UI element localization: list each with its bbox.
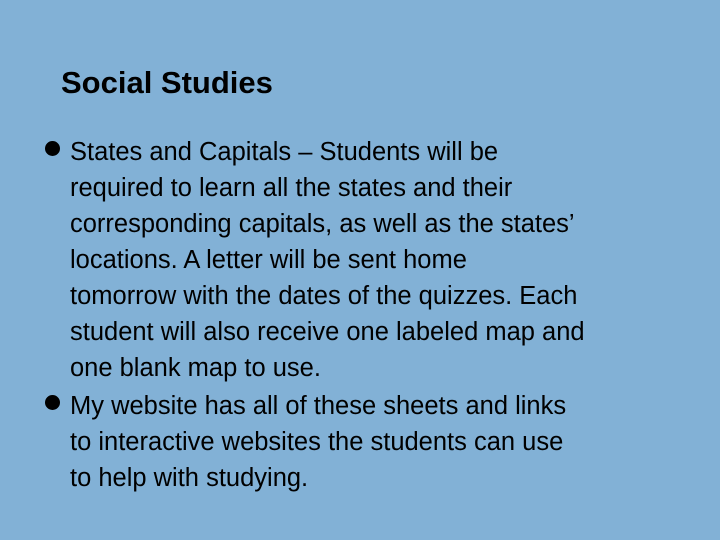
- bullet-line: student will also receive one labeled map and: [70, 318, 585, 346]
- bullet-line: required to learn all the states and their: [70, 174, 513, 202]
- bullet-line: to interactive websites the students can use: [70, 428, 564, 456]
- slide-title: Social Studies: [61, 65, 273, 100]
- bullet-dot-icon: [45, 395, 60, 410]
- bullet-line: locations. A letter will be sent home: [70, 246, 467, 274]
- bullet-dot-icon: [45, 141, 60, 156]
- bullet-line: States and Capitals – Students will be: [70, 138, 499, 166]
- bullet-line: corresponding capitals, as well as the states’: [70, 210, 575, 238]
- bullet-line: one blank map to use.: [70, 354, 321, 382]
- bullet-list: [45, 134, 710, 498]
- bullet-line: tomorrow with the dates of the quizzes. Each: [70, 282, 578, 310]
- bullet-item-states-and-capitals: [45, 134, 710, 386]
- bullet-item-website: [45, 388, 710, 496]
- bullet-line: My website has all of these sheets and links: [70, 392, 567, 420]
- bullet-line: to help with studying.: [70, 464, 309, 492]
